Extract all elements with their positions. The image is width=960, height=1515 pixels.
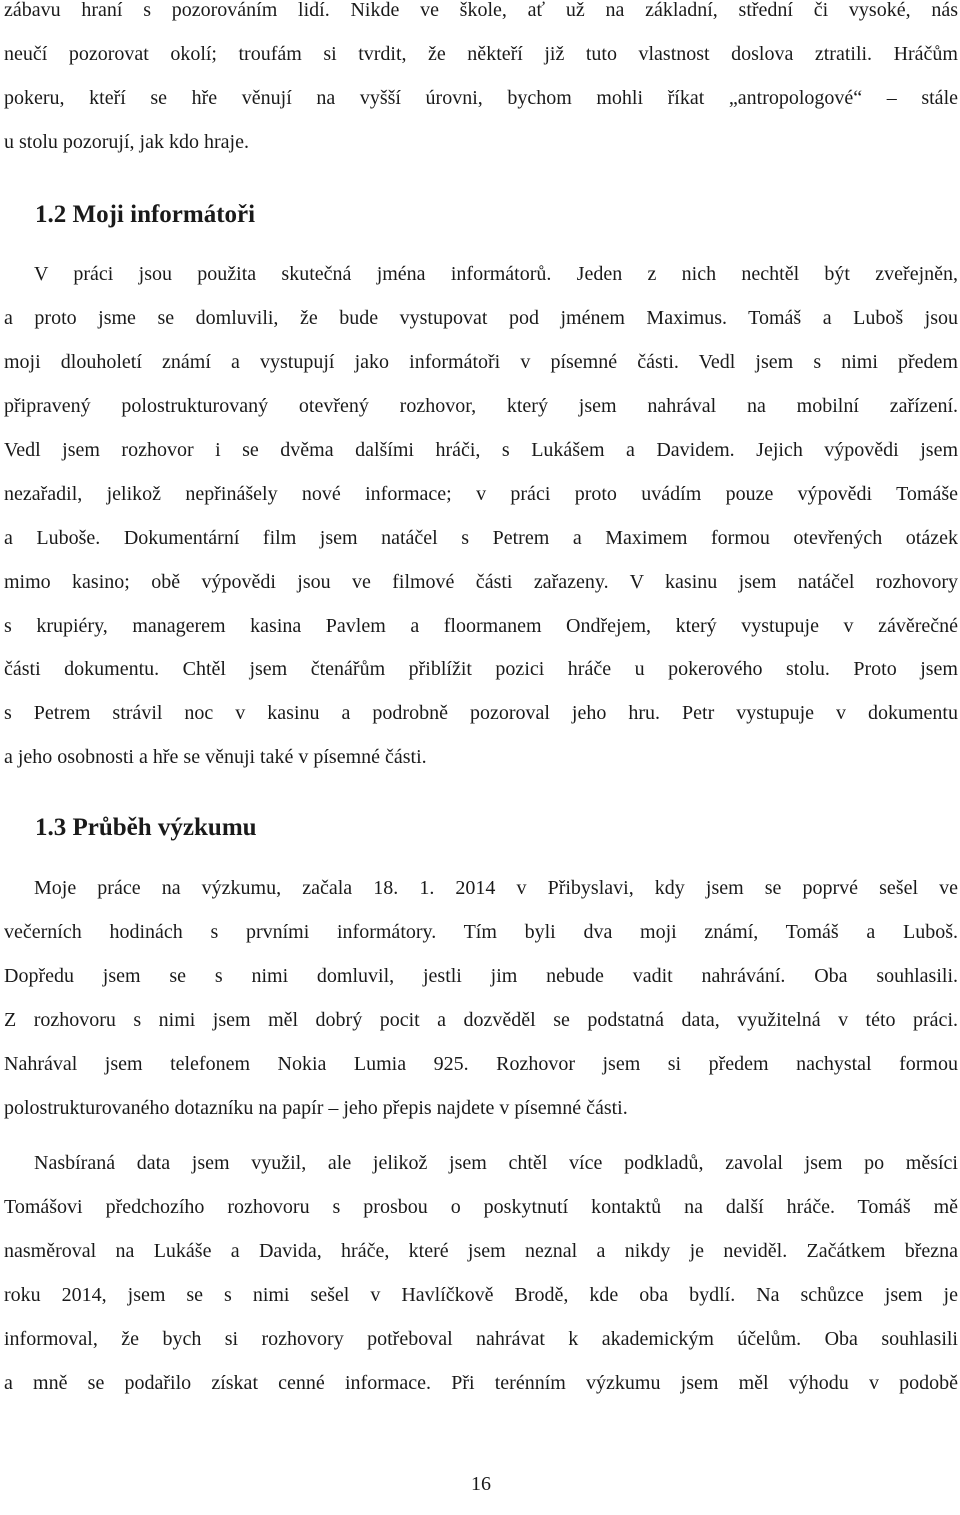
text-line: pokeru, kteří se hře věnují na vyšší úrovni, bychom mohli říkat „antropologové“ – stále: [4, 87, 958, 109]
text-line: moji dlouholetí známí a vystupují jako informátoři v písemné části. Vedl jsem s nimi předem: [4, 351, 958, 373]
text-line: a Luboše. Dokumentární film jsem natáčel s Petrem a Maximem formou otevřených otázek: [4, 527, 958, 549]
text-line: mimo kasino; obě výpovědi jsou ve filmové části zařazeny. V kasinu jsem natáčel rozhovory: [4, 571, 958, 593]
text-line: Nahrával jsem telefonem Nokia Lumia 925. Rozhovor jsem si předem nachystal formou: [4, 1053, 958, 1075]
text-line: u stolu pozorují, jak kdo hraje.: [4, 131, 249, 153]
text-line: V práci jsou použita skutečná jména informátorů. Jeden z nich nechtěl být zveřejněn,: [34, 263, 958, 285]
text-line: neučí pozorovat okolí; troufám si tvrdit, že někteří již tuto vlastnost doslova ztratili. Hráčům: [4, 43, 958, 65]
section-heading-1-3: 1.3 Průběh výzkumu: [35, 814, 257, 841]
text-line: informoval, že bych si rozhovory potřeboval nahrávat k akademickým účelům. Oba souhlasili: [4, 1328, 958, 1350]
text-line: Z rozhovoru s nimi jsem měl dobrý pocit a dozvěděl se podstatná data, využitelná v této práci.: [4, 1009, 958, 1031]
text-line: roku 2014, jsem se s nimi sešel v Havlíčkově Brodě, kde oba bydlí. Na schůzce jsem je: [4, 1284, 958, 1306]
text-line: nezařadil, jelikož nepřinášely nové informace; v práci proto uvádím pouze výpovědi Tomáše: [4, 483, 958, 505]
text-line: nasměroval na Lukáše a Davida, hráče, které jsem neznal a nikdy je neviděl. Začátkem března: [4, 1240, 958, 1262]
text-line: Dopředu jsem se s nimi domluvil, jestli jim nebude vadit nahrávání. Oba souhlasili.: [4, 965, 958, 987]
text-line: Tomášovi předchozího rozhovoru s prosbou o poskytnutí kontaktů na další hráče. Tomáš mě: [4, 1196, 958, 1218]
text-line: večerních hodinách s prvními informátory. Tím byli dva moji známí, Tomáš a Luboš.: [4, 921, 958, 943]
section-heading-1-2: 1.2 Moji informátoři: [35, 201, 256, 228]
text-line: a proto jsme se domluvili, že bude vystupovat pod jménem Maximus. Tomáš a Luboš jsou: [4, 307, 958, 329]
text-line: Moje práce na výzkumu, začala 18. 1. 2014 v Přibyslavi, kdy jsem se poprvé sešel ve: [34, 877, 958, 899]
text-line: a mně se podařilo získat cenné informace. Při terénním výzkumu jsem měl výhodu v podobě: [4, 1372, 958, 1394]
text-line: a jeho osobnosti a hře se věnuji také v písemné části.: [4, 746, 427, 768]
text-line: části dokumentu. Chtěl jsem čtenářům přiblížit pozici hráče u pokerového stolu. Proto jsem: [4, 658, 958, 680]
text-line: zábavu hraní s pozorováním lidí. Nikde ve škole, ať už na základní, střední či vysoké, nás: [4, 0, 958, 21]
text-line: připravený polostrukturovaný otevřený rozhovor, který jsem nahrával na mobilní zařízení.: [4, 395, 958, 417]
text-line: s Petrem strávil noc v kasinu a podrobně pozoroval jeho hru. Petr vystupuje v dokumentu: [4, 702, 958, 724]
text-line: s krupiéry, managerem kasina Pavlem a floormanem Ondřejem, který vystupuje v závěrečné: [4, 615, 958, 637]
page-number: 16: [471, 1473, 491, 1495]
text-line: Nasbíraná data jsem využil, ale jelikož jsem chtěl více podkladů, zavolal jsem po měsíci: [34, 1152, 958, 1174]
text-line: Vedl jsem rozhovor i se dvěma dalšími hráči, s Lukášem a Davidem. Jejich výpovědi jsem: [4, 439, 958, 461]
text-line: polostrukturovaného dotazníku na papír – jeho přepis najdete v písemné části.: [4, 1097, 628, 1119]
